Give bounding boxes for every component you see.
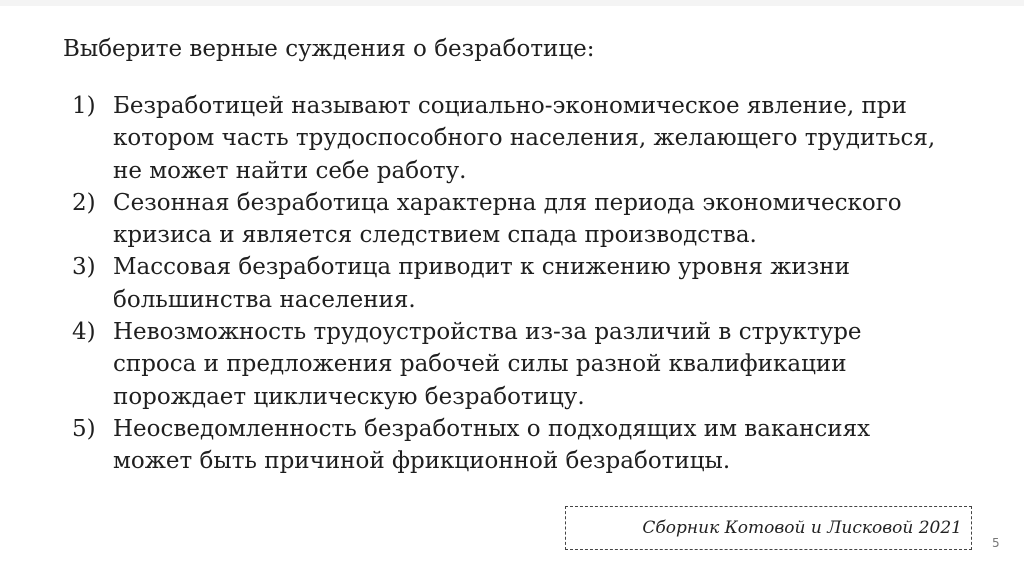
statement-text-line: Безработицей называют социально-экономическое явление, при: [113, 93, 907, 119]
statement-text-line: порождает циклическую безработицу.: [113, 383, 585, 410]
statements-list: [72, 90, 972, 478]
statement-text-line: Массовая безработица приводит к снижению уровня жизни: [113, 254, 850, 281]
slide-top-strip: [0, 0, 1024, 6]
statement-text-line: Сезонная безработица характерна для периода экономического: [113, 189, 902, 216]
statement-text-line: может быть причиной фрикционной безработицы.: [113, 448, 731, 475]
statement-text-line: не может найти себе работу.: [113, 157, 467, 184]
statement-text-line: спроса и предложения рабочей силы разной квалификации: [113, 351, 847, 378]
slide-title: Выберите верные суждения о безработице:: [63, 36, 595, 62]
statement-text-line: котором часть трудоспособного населения, желающего трудиться,: [113, 125, 936, 152]
statement-number: 5): [72, 415, 96, 442]
statement-text-line: большинства населения.: [113, 286, 416, 313]
statement-number: 1): [72, 93, 96, 119]
source-citation: Сборник Котовой и Лисковой 2021: [642, 518, 962, 538]
statement-item-1: [72, 90, 972, 187]
statement-text-line: Невозможность трудоустройства из-за различий в структуре: [113, 319, 862, 346]
statement-number: 4): [72, 319, 96, 346]
source-citation-box: [565, 506, 972, 550]
statement-number: 2): [72, 189, 96, 216]
statement-item-5: [72, 413, 972, 478]
statement-item-3: [72, 251, 972, 316]
statement-text-line: Неосведомленность безработных о подходящих им вакансиях: [113, 415, 871, 442]
page-number: 5: [992, 536, 1000, 550]
statement-text-line: кризиса и является следствием спада производства.: [113, 222, 757, 249]
statement-number: 3): [72, 254, 96, 281]
statement-item-2: [72, 187, 972, 252]
statement-item-4: [72, 316, 972, 413]
